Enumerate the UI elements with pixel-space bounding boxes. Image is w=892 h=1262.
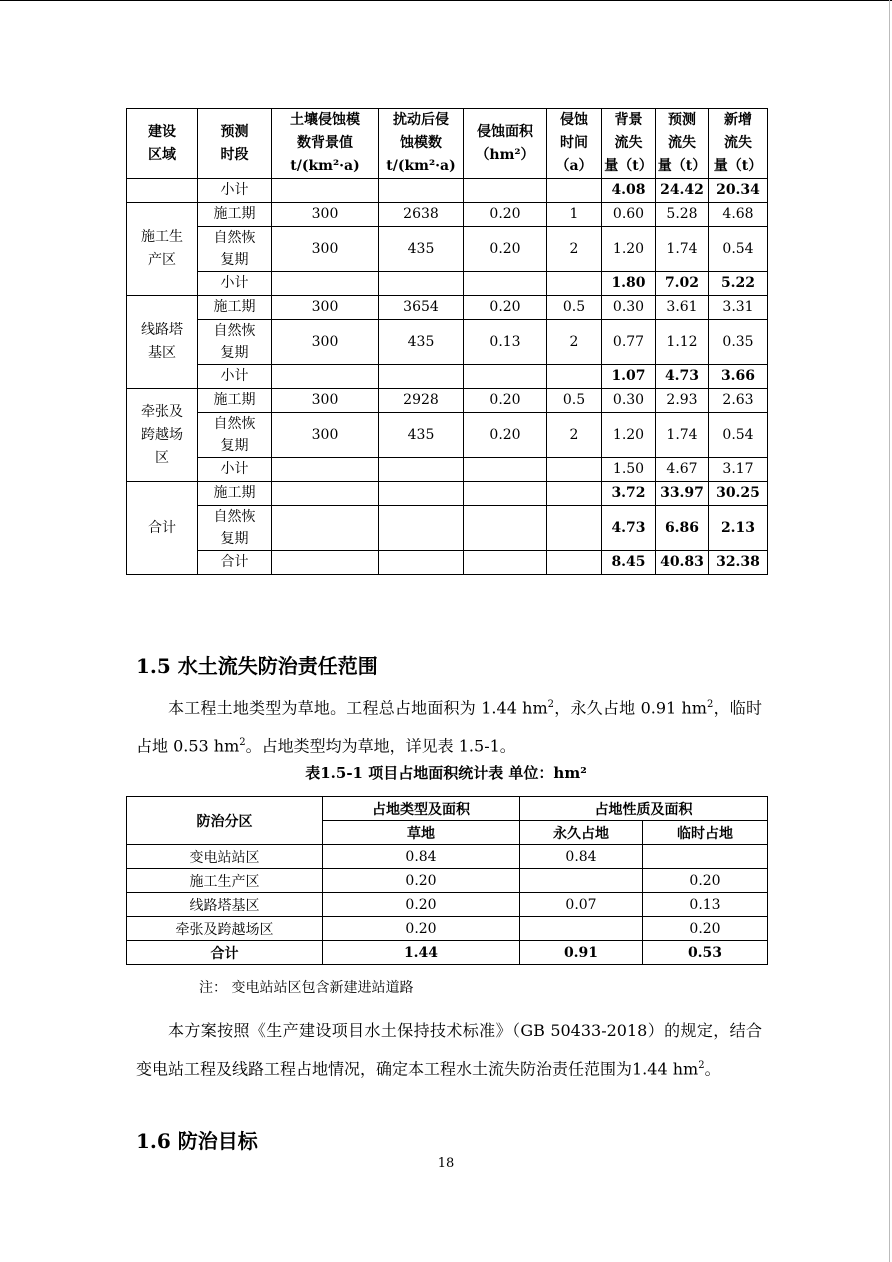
table-row (127, 551, 768, 575)
header-area: 侵蚀面积 （hm²） (464, 109, 547, 179)
header-period: 预测 时段 (198, 109, 272, 179)
header-grassland: 草地 (323, 821, 520, 845)
cell-period: 自然恢 复期 (198, 227, 272, 272)
cell-pred-loss: 7.02 (656, 272, 709, 296)
cell-period: 自然恢 复期 (198, 506, 272, 551)
header-after-modulus: 扰动后侵 蚀模数 t/(km²·a) (379, 109, 464, 179)
cell-pred-loss: 24.42 (656, 179, 709, 203)
cell-after: 435 (379, 320, 464, 365)
cell-zone: 牵张及跨越场区 (127, 917, 323, 941)
page-top-border (0, 0, 892, 1)
header-region: 建设 区域 (127, 109, 198, 179)
cell-period: 自然恢 复期 (198, 413, 272, 458)
cell-period: 施工期 (198, 482, 272, 506)
cell-zone: 变电站站区 (127, 845, 323, 869)
cell-perm: 0.84 (520, 845, 643, 869)
cell-perm (520, 917, 643, 941)
table-row (127, 506, 768, 551)
cell-new-loss: 4.68 (709, 203, 768, 227)
cell-bg-loss: 4.08 (602, 179, 656, 203)
cell-new-loss: 2.13 (709, 506, 768, 551)
cell-pred-loss: 40.83 (656, 551, 709, 575)
cell-bg: 300 (272, 320, 379, 365)
cell-new-loss: 0.54 (709, 227, 768, 272)
cell-grass: 0.20 (323, 917, 520, 941)
page-number: 18 (437, 1156, 455, 1171)
cell-area: 0.20 (464, 296, 547, 320)
cell-zone: 施工生产区 (127, 869, 323, 893)
cell-pred-loss: 1.12 (656, 320, 709, 365)
cell-region: 施工生 产区 (127, 203, 198, 296)
cell-period: 合计 (198, 551, 272, 575)
cell-region: 牵张及 跨越场 区 (127, 389, 198, 482)
header-land-nature: 占地性质及面积 (520, 797, 768, 821)
cell-area: 0.13 (464, 320, 547, 365)
cell-time: 2 (547, 320, 602, 365)
cell-pred-loss: 4.67 (656, 458, 709, 482)
header-time: 侵蚀 时间 （a） (547, 109, 602, 179)
cell-period: 施工期 (198, 389, 272, 413)
header-new-loss: 新增 流失 量（t） (709, 109, 768, 179)
cell-new-loss: 32.38 (709, 551, 768, 575)
table-note: 注： 变电站站区包含新建进站道路 (199, 980, 414, 996)
table-row (127, 272, 768, 296)
table-caption: 表1.5-1 项目占地面积统计表 单位：hm² (305, 764, 587, 782)
table-row (127, 389, 768, 413)
table-row (127, 296, 768, 320)
cell-temp: 0.20 (643, 917, 768, 941)
cell-period: 小计 (198, 272, 272, 296)
cell-grass: 0.20 (323, 869, 520, 893)
cell-period: 自然恢 复期 (198, 320, 272, 365)
cell-pred-loss: 6.86 (656, 506, 709, 551)
table-header-row (127, 109, 768, 179)
table-row (127, 845, 768, 869)
cell-period: 小计 (198, 458, 272, 482)
cell-perm: 0.07 (520, 893, 643, 917)
cell-time: 0.5 (547, 389, 602, 413)
table-row (127, 458, 768, 482)
cell-pred-loss: 4.73 (656, 365, 709, 389)
header-land-type: 占地类型及面积 (323, 797, 520, 821)
table-row (127, 941, 768, 965)
cell-temp: 0.53 (643, 941, 768, 965)
header-pred-loss: 预测 流失 量（t） (656, 109, 709, 179)
cell-area: 0.20 (464, 389, 547, 413)
header-temporary: 临时占地 (643, 821, 768, 845)
table-row (127, 227, 768, 272)
cell-bg-loss: 0.30 (602, 389, 656, 413)
cell-new-loss: 3.31 (709, 296, 768, 320)
cell-bg-loss: 4.73 (602, 506, 656, 551)
cell-new-loss: 0.35 (709, 320, 768, 365)
cell-bg: 300 (272, 227, 379, 272)
cell-new-loss: 20.34 (709, 179, 768, 203)
cell-after: 435 (379, 227, 464, 272)
cell-pred-loss: 1.74 (656, 413, 709, 458)
cell-after: 2928 (379, 389, 464, 413)
cell-bg: 300 (272, 413, 379, 458)
cell-after: 435 (379, 413, 464, 458)
table-row (127, 179, 768, 203)
cell-new-loss: 3.17 (709, 458, 768, 482)
erosion-prediction-table (126, 108, 768, 575)
cell-after: 3654 (379, 296, 464, 320)
land-occupation-table (126, 796, 768, 965)
cell-bg-loss: 0.60 (602, 203, 656, 227)
table-row (127, 365, 768, 389)
table-row (127, 869, 768, 893)
cell-temp: 0.13 (643, 893, 768, 917)
cell-time: 2 (547, 227, 602, 272)
cell-region: 线路塔 基区 (127, 296, 198, 389)
section-heading-1-6: 1.6 防治目标 (136, 1129, 258, 1153)
cell-new-loss: 2.63 (709, 389, 768, 413)
cell-new-loss: 5.22 (709, 272, 768, 296)
cell-temp (643, 845, 768, 869)
cell-pred-loss: 3.61 (656, 296, 709, 320)
cell-zone: 线路塔基区 (127, 893, 323, 917)
header-permanent: 永久占地 (520, 821, 643, 845)
cell-bg-loss: 1.80 (602, 272, 656, 296)
cell-temp: 0.20 (643, 869, 768, 893)
header-bg-loss: 背景 流失 量（t） (602, 109, 656, 179)
table-row (127, 893, 768, 917)
cell-bg-loss: 0.30 (602, 296, 656, 320)
cell-period: 小计 (198, 365, 272, 389)
cell-time: 0.5 (547, 296, 602, 320)
cell-new-loss: 3.66 (709, 365, 768, 389)
cell-grass: 0.84 (323, 845, 520, 869)
cell-new-loss: 0.54 (709, 413, 768, 458)
table-row (127, 203, 768, 227)
cell-bg: 300 (272, 389, 379, 413)
table-row (127, 413, 768, 458)
cell-zone: 合计 (127, 941, 323, 965)
cell-period: 施工期 (198, 296, 272, 320)
cell-grass: 0.20 (323, 893, 520, 917)
cell-pred-loss: 33.97 (656, 482, 709, 506)
cell-time: 2 (547, 413, 602, 458)
cell-pred-loss: 5.28 (656, 203, 709, 227)
cell-new-loss: 30.25 (709, 482, 768, 506)
cell-time: 1 (547, 203, 602, 227)
section-heading-1-5: 1.5 水土流失防治责任范围 (136, 654, 378, 678)
cell-area: 0.20 (464, 413, 547, 458)
cell-bg-loss: 8.45 (602, 551, 656, 575)
cell-period: 小计 (198, 179, 272, 203)
page-right-border (889, 0, 890, 1262)
header-bg-modulus: 土壤侵蚀模 数背景值 t/(km²·a) (272, 109, 379, 179)
cell-bg-loss: 1.07 (602, 365, 656, 389)
table-row (127, 482, 768, 506)
cell-bg-loss: 0.77 (602, 320, 656, 365)
cell-pred-loss: 1.74 (656, 227, 709, 272)
cell-region: 合计 (127, 482, 198, 575)
cell-bg: 300 (272, 296, 379, 320)
cell-area: 0.20 (464, 227, 547, 272)
cell-perm (520, 869, 643, 893)
cell-grass: 1.44 (323, 941, 520, 965)
responsibility-paragraph: 本方案按照《生产建设项目水土保持技术标准》（GB 50433-2018）的规定，结合变电站工程及线路工程占地情况，确定本工程水土流失防治责任范围为1.44 $hm^2$。 (136, 1021, 762, 1079)
table-header-row (127, 797, 768, 821)
cell-bg-loss: 1.50 (602, 458, 656, 482)
table-row (127, 917, 768, 941)
cell-bg-loss: 1.20 (602, 227, 656, 272)
cell-area: 0.20 (464, 203, 547, 227)
table-row (127, 320, 768, 365)
section-1-5-paragraph: 本工程土地类型为草地。工程总占地面积为 1.44 $hm^2$，永久占地 0.91 $hm^2$，临时占地 0.53 $hm^2$。占地类型均为草地，详见表 1.5-1。 (136, 698, 762, 756)
cell-period: 施工期 (198, 203, 272, 227)
header-zone: 防治分区 (127, 797, 323, 845)
cell-bg-loss: 1.20 (602, 413, 656, 458)
cell-after: 2638 (379, 203, 464, 227)
cell-bg-loss: 3.72 (602, 482, 656, 506)
cell-perm: 0.91 (520, 941, 643, 965)
cell-bg: 300 (272, 203, 379, 227)
cell-pred-loss: 2.93 (656, 389, 709, 413)
